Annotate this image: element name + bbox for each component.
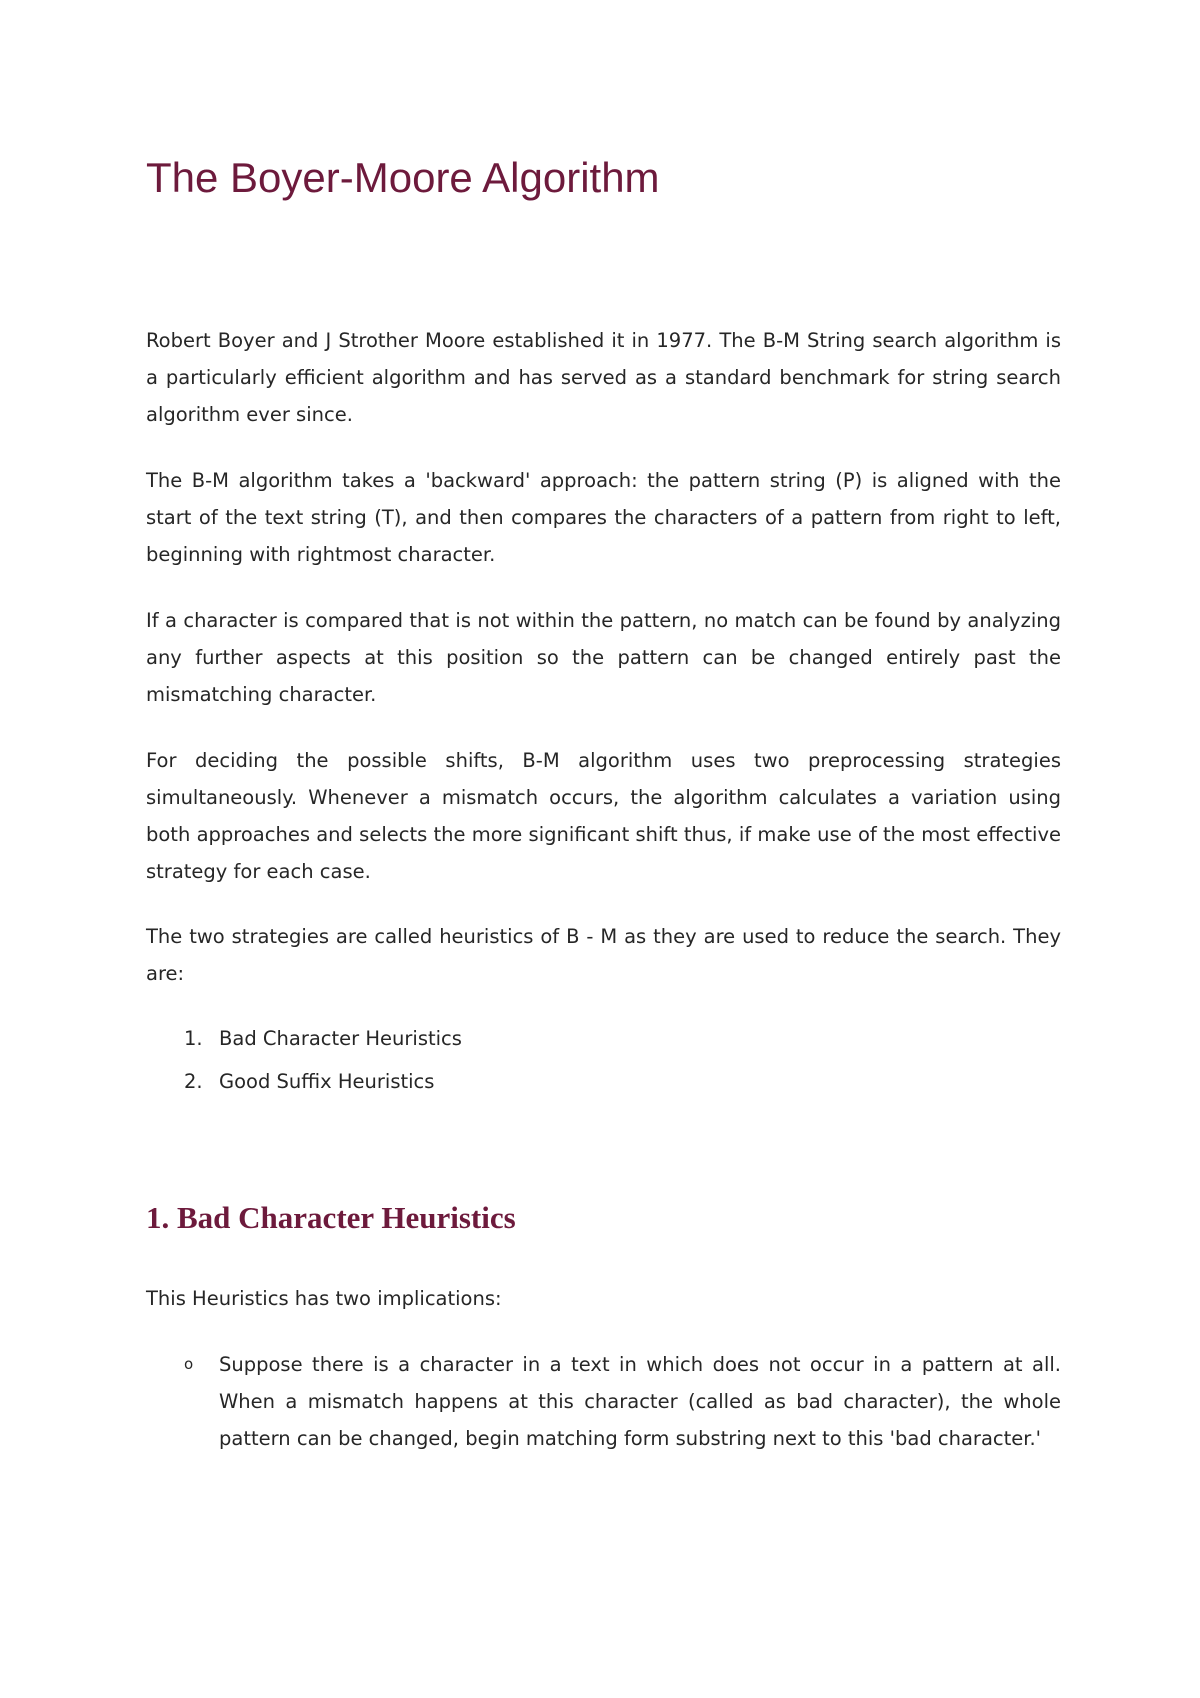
list-item-text: Suppose there is a character in a text in which does not occur in a pattern at all. When a mismatch happens at this character (called as bad character), the whole pattern can be changed, begin matching form substring next to this 'bad character.' xyxy=(219,1353,1061,1450)
implications-list xyxy=(146,1346,1061,1457)
list-item xyxy=(146,1020,1061,1063)
paragraph-backward-approach: The B-M algorithm takes a 'backward' approach: the pattern string (P) is aligned with the start of the text string (T), and then compares the characters of a pattern from right to left, beginning with rightmost character. xyxy=(146,469,1061,566)
section-heading-bad-character: 1. Bad Character Heuristics xyxy=(146,1200,516,1235)
heuristics-list xyxy=(146,1020,1061,1106)
bullet-marker: o xyxy=(184,1355,194,1373)
paragraph-shifts: For deciding the possible shifts, B-M algorithm uses two preprocessing strategies simultaneously. Whenever a mismatch occurs, the algorithm calculates a variation using both approaches and selects the more significant shift thus, if make use of the most effective strategy for each case. xyxy=(146,749,1061,883)
paragraph-heuristics-intro: The two strategies are called heuristics of B - M as they are used to reduce the search. They are: xyxy=(146,925,1061,985)
list-item-label: Bad Character Heuristics xyxy=(219,1027,462,1050)
paragraph-mismatch: If a character is compared that is not within the pattern, no match can be found by analyzing any further aspects at this position so the pattern can be changed entirely past the mismatching character. xyxy=(146,609,1061,706)
section-intro: This Heuristics has two implications: xyxy=(146,1287,502,1310)
page-title: The Boyer-Moore Algorithm xyxy=(146,154,660,201)
list-item-number: 1. xyxy=(184,1027,203,1050)
paragraph-intro: Robert Boyer and J Strother Moore established it in 1977. The B-M String search algorithm is a particularly efficient algorithm and has served as a standard benchmark for string search algorithm ever since. xyxy=(146,329,1061,426)
list-item-label: Good Suffix Heuristics xyxy=(219,1070,435,1093)
list-item xyxy=(146,1063,1061,1106)
list-item xyxy=(146,1346,1061,1457)
list-item-number: 2. xyxy=(184,1070,203,1093)
